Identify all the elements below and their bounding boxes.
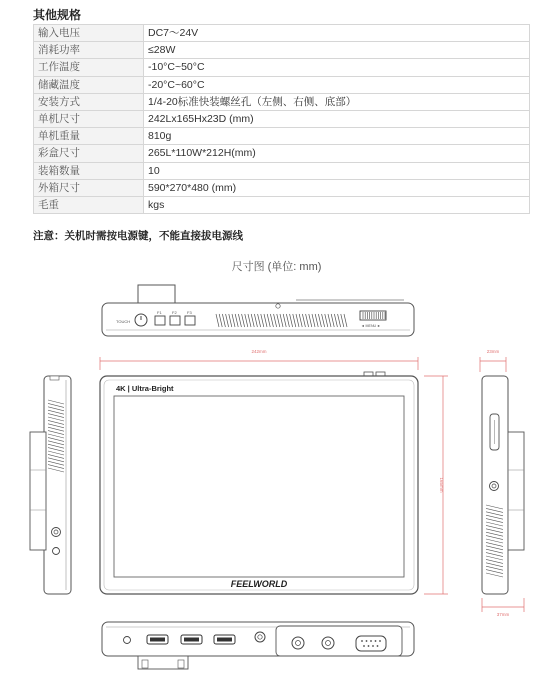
hdmi-port-icon-3 xyxy=(214,635,235,644)
f3-label: F3 xyxy=(187,310,192,315)
spec-value: 810g xyxy=(144,128,530,145)
spec-value: 265L*110W*212H(mm) xyxy=(144,145,530,162)
spec-value: 590*270*480 (mm) xyxy=(144,179,530,196)
dc-in-port-icon xyxy=(124,637,131,644)
touch-label: TOUCH xyxy=(116,319,131,324)
left-port-icon xyxy=(53,548,60,555)
spec-value: 10 xyxy=(144,162,530,179)
f1-button xyxy=(155,316,165,325)
spec-value: ≤28W xyxy=(144,42,530,59)
dimension-diagram-title: 尺寸图 (单位: mm) xyxy=(231,261,322,273)
spec-label: 单机重量 xyxy=(34,128,144,145)
spec-label: 消耗功率 xyxy=(34,42,144,59)
bottom-view xyxy=(102,622,414,669)
side-depth-dimension-label: 37mm xyxy=(496,612,510,617)
hdmi-port-icon-1 xyxy=(147,635,168,644)
spec-value: kgs xyxy=(144,196,530,213)
spec-label: 单机尺寸 xyxy=(34,110,144,127)
spec-label: 储藏温度 xyxy=(34,76,144,93)
spec-label: 输入电压 xyxy=(34,25,144,42)
spec-label: 彩盒尺寸 xyxy=(34,145,144,162)
spec-value: 242Lx165Hx23D (mm) xyxy=(144,110,530,127)
f2-button xyxy=(170,316,180,325)
spec-label: 装箱数量 xyxy=(34,162,144,179)
section-title: 其他规格 xyxy=(33,8,82,22)
brand-logo: FEELWORLD xyxy=(230,579,288,589)
monitor-screen xyxy=(114,396,404,577)
spec-value: -10°C~50°C xyxy=(144,59,530,76)
ultra-bright-badge: 4K | Ultra-Bright xyxy=(116,384,174,393)
f3-button xyxy=(185,316,195,325)
spec-value: DC7～24V xyxy=(144,25,530,42)
width-dimension xyxy=(100,357,418,370)
left-side-view xyxy=(30,376,71,594)
spec-label: 外箱尺寸 xyxy=(34,179,144,196)
hdmi-port-icon-2 xyxy=(181,635,202,644)
right-bracket xyxy=(508,432,524,550)
f2-label: F2 xyxy=(172,310,177,315)
left-bracket xyxy=(30,432,46,550)
spec-value: -20°C~60°C xyxy=(144,76,530,93)
right-side-view xyxy=(482,376,524,594)
spec-value: 1/4-20标准快装螺丝孔（左侧、右侧、底部） xyxy=(144,93,530,110)
depth-dimension-label: 23mm xyxy=(486,349,500,354)
menu-wheel xyxy=(360,311,386,320)
serial-port-icon xyxy=(356,636,386,651)
spec-label: 毛重 xyxy=(34,196,144,213)
spec-label: 工作温度 xyxy=(34,59,144,76)
power-off-note: 注意：关机时需按电源键，不能直接拔电源线 xyxy=(33,230,243,242)
front-view xyxy=(100,372,418,594)
width-dimension-label: 242mm xyxy=(251,349,267,354)
top-mount-bracket xyxy=(138,285,175,303)
depth-dimension xyxy=(480,357,506,372)
f1-label: F1 xyxy=(157,310,162,315)
top-view xyxy=(102,285,414,336)
menu-label: ◄ MENU ► xyxy=(361,324,381,328)
side-depth-dimension xyxy=(482,598,524,612)
height-dimension-label: 165mm xyxy=(439,477,444,493)
spec-label: 安装方式 xyxy=(34,93,144,110)
